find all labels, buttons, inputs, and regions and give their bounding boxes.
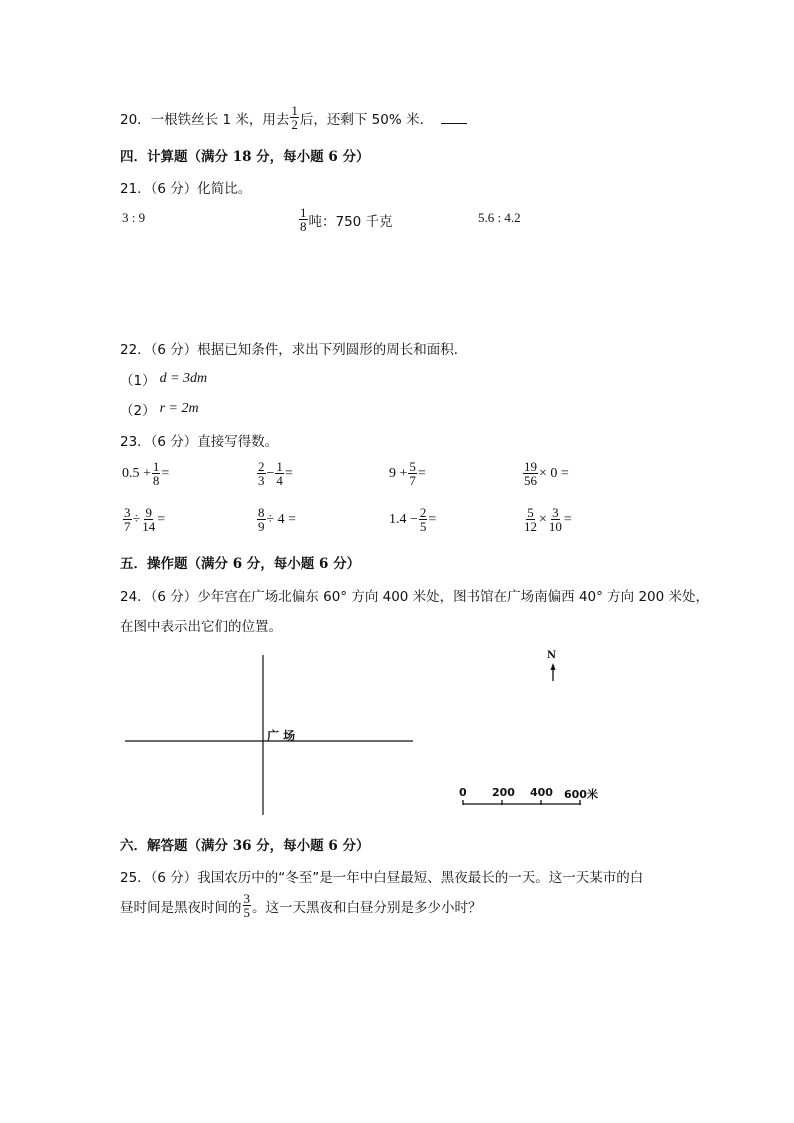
scale-bar	[458, 786, 608, 810]
ratio-item-3: 5.6 : 4.2	[478, 210, 521, 225]
question-25-text-a: 昼时间是黑夜时间的	[120, 899, 242, 916]
plaza-label: 广 场	[267, 729, 296, 743]
answer-blank[interactable]	[441, 111, 467, 124]
question-22-title: 22．（6 分）根据已知条件，求出下列圆形的周长和面积．	[120, 342, 468, 358]
question-21-title: 21．（6 分）化简比。	[120, 181, 252, 197]
section-6-title: 六．解答题（满分 36 分，每小题 6 分）	[120, 838, 370, 854]
scale-label-0: 0	[459, 786, 467, 799]
ratio-item-1: 3 : 9	[122, 210, 146, 225]
fraction-three-fifths: $\frac{3}{5}$	[243, 891, 250, 920]
mental-math-r1c3: 9 + $\frac{5}{7}$ =	[389, 459, 426, 488]
section-5-title: 五．操作题（满分 6 分，每小题 6 分）	[120, 556, 361, 572]
question-23-title: 23．（6 分）直接写得数。	[120, 434, 279, 450]
circle-condition-2	[120, 399, 199, 419]
question-25-line-2	[120, 892, 482, 919]
question-25-text-b: 。这一天黑夜和白昼分别是多少小时？	[252, 899, 482, 916]
mental-math-r1c1: 0.5 + $\frac{1}{8}$ =	[122, 459, 170, 488]
scale-label-400: 400	[530, 786, 553, 799]
condition-1-expr: d = 3dm	[159, 371, 208, 386]
question-25-line-1: 25．（6 分）我国农历中的“冬至”是一年中白昼最短、黑夜最长的一天。这一天某市的白	[120, 870, 644, 886]
mental-math-r2c4: $\frac{5}{12}$ × $\frac{3}{10}$ =	[524, 505, 572, 534]
mental-math-r1c4: $\frac{19}{56}$ × 0 =	[524, 459, 569, 488]
fraction-one-eighth: $\frac{1}{8}$	[300, 205, 307, 234]
mental-math-r2c1: $\frac{3}{7}$ ÷ $\frac{9}{14}$ =	[124, 505, 166, 534]
mental-math-r2c2: $\frac{8}{9}$ ÷ 4 =	[258, 505, 297, 534]
scale-ruler	[458, 798, 588, 810]
condition-2-label: （2）	[120, 403, 156, 419]
ratio-item-2	[298, 206, 393, 233]
question-24-line-2: 在图中表示出它们的位置。	[120, 619, 282, 635]
north-label: N	[547, 650, 557, 661]
question-20-text-a: 一根铁丝长 1 米，用去	[150, 111, 290, 128]
question-20-text-b: 后，还剩下 50% 米．	[299, 111, 433, 128]
north-arrow	[545, 650, 561, 682]
ratio-item-2-text: 吨：750 千克	[308, 213, 393, 230]
scale-label-200: 200	[492, 786, 515, 799]
fraction-one-half: $\frac{1}{2}$	[291, 103, 298, 132]
mental-math-r1c2: $\frac{2}{3}$ − $\frac{1}{4}$ =	[258, 459, 293, 488]
question-20-number: 20．	[120, 111, 151, 128]
scale-label-600: 600米	[564, 788, 598, 801]
map-diagram	[125, 655, 413, 815]
question-20	[120, 104, 467, 131]
question-24-line-1: 24．（6 分）少年宫在广场北偏东 60° 方向 400 米处，图书馆在广场南偏西 40° 方向 200 米处，	[120, 589, 710, 605]
circle-condition-1	[120, 369, 207, 389]
condition-1-label: （1）	[120, 373, 156, 389]
north-arrow-icon	[545, 662, 561, 682]
section-4-title: 四．计算题（满分 18 分，每小题 6 分）	[120, 149, 370, 165]
mental-math-r2c3: 1.4 − $\frac{2}{5}$ =	[389, 505, 437, 534]
condition-2-expr: r = 2m	[159, 401, 199, 416]
